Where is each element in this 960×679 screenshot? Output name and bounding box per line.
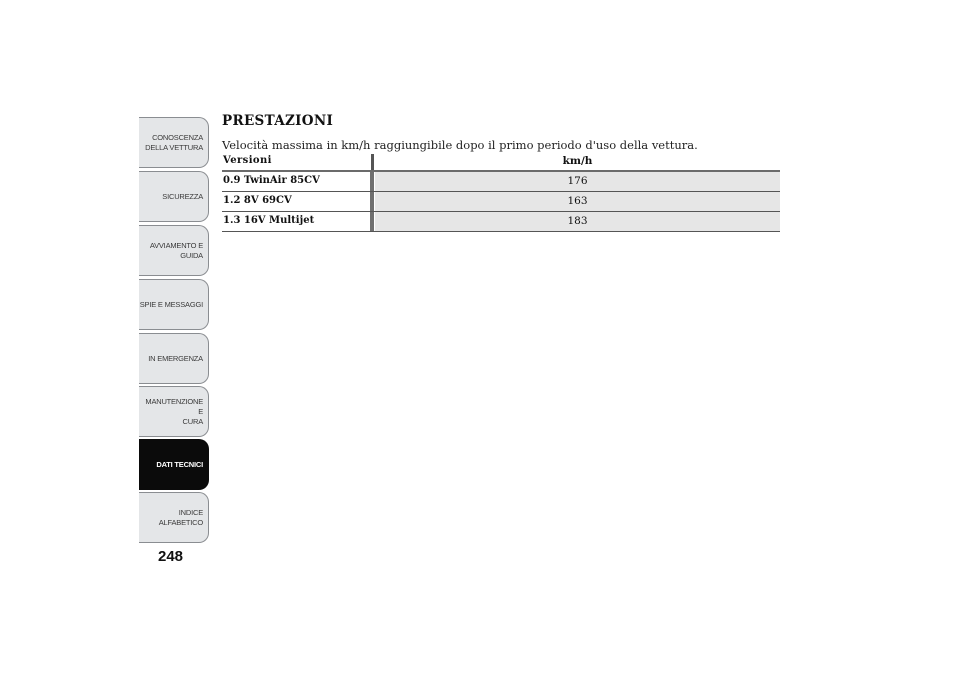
tab-dati-tecnici[interactable]: DATI TECNICI	[139, 439, 209, 490]
section-title: PRESTAZIONI	[222, 113, 334, 129]
page-number: 248	[158, 548, 184, 565]
row-version: 1.2 8V 69CV	[223, 195, 292, 206]
tab-conoscenza-della-vettura[interactable]: CONOSCENZA DELLA VETTURA	[139, 117, 209, 168]
tab-manutenzione-e-cura[interactable]: MANUTENZIONE E CURA	[139, 386, 209, 437]
header-versions: Versioni	[223, 155, 272, 166]
column-divider	[370, 192, 374, 211]
section-intro: Velocità massima in km/h raggiungibile dopo il primo periodo d'uso della vettura.	[222, 138, 698, 152]
row-speed: 176	[375, 172, 780, 191]
row-speed: 163	[375, 192, 780, 211]
tab-avviamento-e-guida[interactable]: AVVIAMENTO E GUIDA	[139, 225, 209, 276]
column-divider	[371, 154, 374, 170]
row-version: 1.3 16V Multijet	[223, 215, 315, 226]
column-divider	[370, 212, 374, 231]
tab-in-emergenza[interactable]: IN EMERGENZA	[139, 333, 209, 384]
performance-table	[222, 154, 780, 232]
tab-sicurezza[interactable]: SICUREZZA	[139, 171, 209, 222]
table-header-row	[222, 154, 780, 170]
table-row	[222, 192, 780, 212]
row-speed: 183	[375, 212, 780, 231]
row-version: 0.9 TwinAir 85CV	[223, 175, 320, 186]
column-divider	[370, 172, 374, 191]
table-row	[222, 212, 780, 232]
tab-spie-e-messaggi[interactable]: SPIE E MESSAGGI	[139, 279, 209, 330]
table-row	[222, 172, 780, 192]
tab-indice-alfabetico[interactable]: INDICE ALFABETICO	[139, 492, 209, 543]
header-speed: km/h	[562, 155, 593, 167]
